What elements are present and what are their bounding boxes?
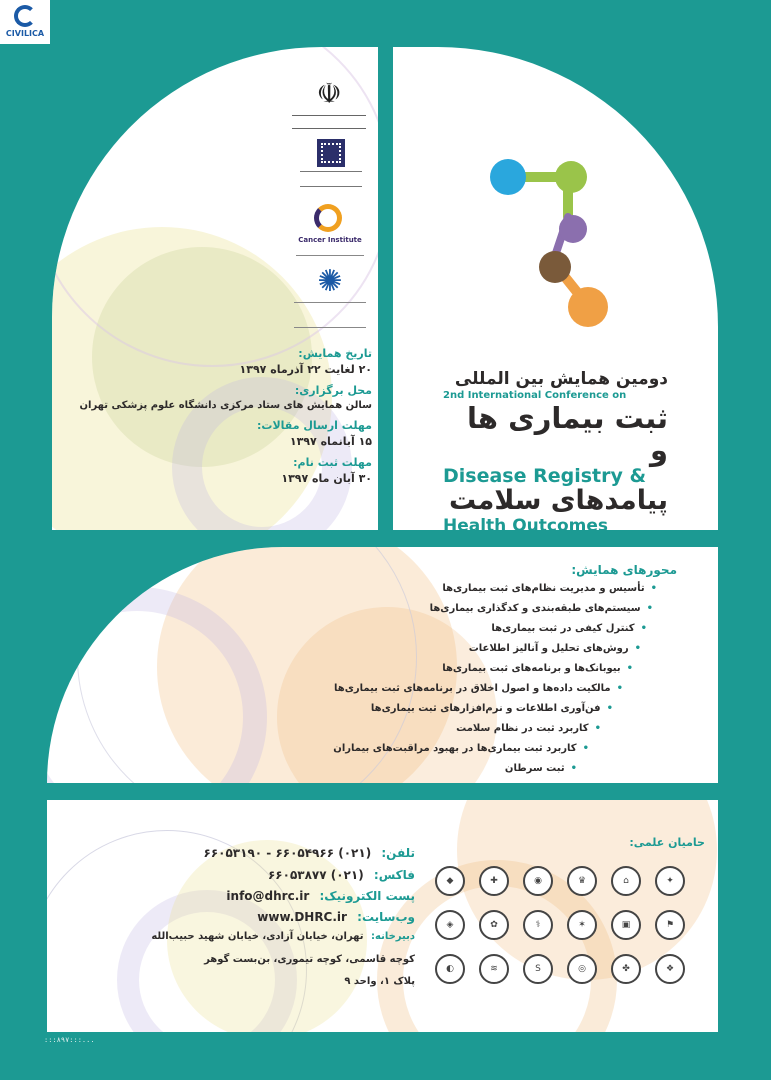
address-line-3: پلاک ۱، واحد ۹ [344, 976, 415, 987]
cancer-institute-caption: Cancer Institute [298, 236, 362, 244]
phone-row [157, 846, 415, 860]
star-icon: ✺ [317, 264, 343, 299]
topic-item: •مالکیت داده‌ها و اصول اخلاق در برنامه‌های ثبت بیماری‌ها [334, 683, 623, 694]
email-row [157, 889, 415, 903]
logo-star [315, 264, 345, 299]
emblem-icon: ☫ [316, 77, 342, 110]
topics-heading: محورهای همایش: [571, 563, 677, 577]
footer-code: :::۸۹۷:::... [44, 1036, 95, 1044]
sponsor-logo: ⚕ [523, 910, 553, 940]
email-label: پست الکترونیک: [319, 889, 415, 903]
sponsor-logo: ◆ [435, 866, 465, 896]
fax-row [157, 868, 415, 882]
civilica-ring-icon [14, 5, 36, 27]
civilica-logo[interactable] [0, 0, 50, 44]
address-line-2: کوچه قاسمی، کوچه تیموری، بن‌بست گوهر [204, 954, 415, 965]
deadline-label: مهلت ارسال مقالات: [257, 419, 372, 432]
sponsor-logo: ✶ [567, 910, 597, 940]
logo-university [317, 139, 345, 167]
fax-label: فاکس: [373, 868, 415, 882]
topic-item: •سیستم‌های طبقه‌بندی و کدگذاری بیماری‌ها [429, 603, 653, 614]
topic-item: •کاربرد ثبت بیماری‌ها در بهبود مراقبت‌های بیماران [333, 743, 589, 754]
venue-label: محل برگزاری: [294, 384, 372, 397]
title-fa-3: پیامدهای سلامت [449, 485, 668, 516]
phone-label: تلفن: [381, 846, 415, 860]
sponsor-logo: ✿ [479, 910, 509, 940]
topic-item: •روش‌های تحلیل و آنالیز اطلاعات [468, 643, 641, 654]
address-label: دبیرخانه: [371, 931, 415, 942]
cancer-institute-logo [314, 204, 344, 234]
sponsor-logo: S [523, 954, 553, 984]
date-value: ۲۰ لغایت ۲۲ آذرماه ۱۳۹۷ [239, 363, 372, 376]
website-link[interactable]: www.DHRC.ir [257, 910, 347, 924]
contact-panel [47, 800, 718, 1032]
venue-value: سالن همایش های ستاد مرکزی دانشگاه علوم پزشکی تهران [79, 400, 372, 411]
topic-item: •تأسیس و مدیریت نظام‌های ثبت بیماری‌ها [442, 583, 657, 594]
conference-info [62, 347, 372, 485]
sponsors-heading: حامیان علمی: [629, 836, 705, 849]
fax-value: (۰۲۱) ۶۶۰۵۳۸۷۷ [267, 868, 364, 882]
info-panel [52, 47, 378, 530]
topic-item: •ثبت سرطان [504, 763, 577, 774]
address-line-1: تهران، خیابان آزادی، خیابان شهید حبیب‌الله [151, 931, 364, 942]
title-block [443, 369, 668, 530]
sponsor-logo: ✦ [655, 866, 685, 896]
deadline-value: ۱۵ آبانماه ۱۳۹۷ [289, 435, 372, 448]
sponsor-logo: ◐ [435, 954, 465, 984]
title-en-2: Disease Registry & [443, 465, 647, 487]
logo-emblem [314, 77, 344, 113]
sponsor-logo: ▣ [611, 910, 641, 940]
register-label: مهلت ثبت نام: [293, 456, 372, 469]
topic-item: •کنترل کیفی در ثبت بیماری‌ها [491, 623, 647, 634]
sponsor-logo: ◎ [567, 954, 597, 984]
topic-item: •فن‌آوری اطلاعات و نرم‌افزارهای ثبت بیماری‌ها [370, 703, 613, 714]
title-en-1: 2nd International Conference on [443, 390, 627, 401]
title-panel [393, 47, 718, 530]
website-row [157, 910, 415, 924]
register-value: ۳۰ آبان ماه ۱۳۹۷ [281, 472, 372, 485]
email-link[interactable]: info@dhrc.ir [226, 889, 310, 903]
title-en-3: Health Outcomes [443, 516, 609, 530]
sponsor-logo: ⚑ [655, 910, 685, 940]
sponsor-logo: ✤ [611, 954, 641, 984]
website-label: وب‌سایت: [357, 910, 415, 924]
civilica-label: CIVILICA [5, 29, 45, 38]
sponsor-logo: ❖ [655, 954, 685, 984]
sponsor-logo: ⌂ [611, 866, 641, 896]
sponsor-logo: ◉ [523, 866, 553, 896]
date-label: تاریخ همایش: [298, 347, 372, 360]
sponsor-logo: ✚ [479, 866, 509, 896]
sponsor-logo: ≋ [479, 954, 509, 984]
topics-panel [47, 547, 718, 783]
phone-value: (۰۲۱) ۶۶۰۵۴۹۶۶ - ۶۶۰۵۳۱۹۰ [203, 846, 372, 860]
topic-item: •کاربرد ثبت در نظام سلامت [456, 723, 601, 734]
topic-item: •بیوبانک‌ها و برنامه‌های ثبت بیماری‌ها [442, 663, 633, 674]
title-fa-1: دومین همایش بین المللی [454, 369, 668, 389]
sponsor-logo: ♛ [567, 866, 597, 896]
title-fa-2: ثبت بیماری ها و [467, 401, 668, 467]
address-row [151, 931, 415, 942]
molecule-graphic [473, 147, 633, 347]
sponsor-logo: ◈ [435, 910, 465, 940]
